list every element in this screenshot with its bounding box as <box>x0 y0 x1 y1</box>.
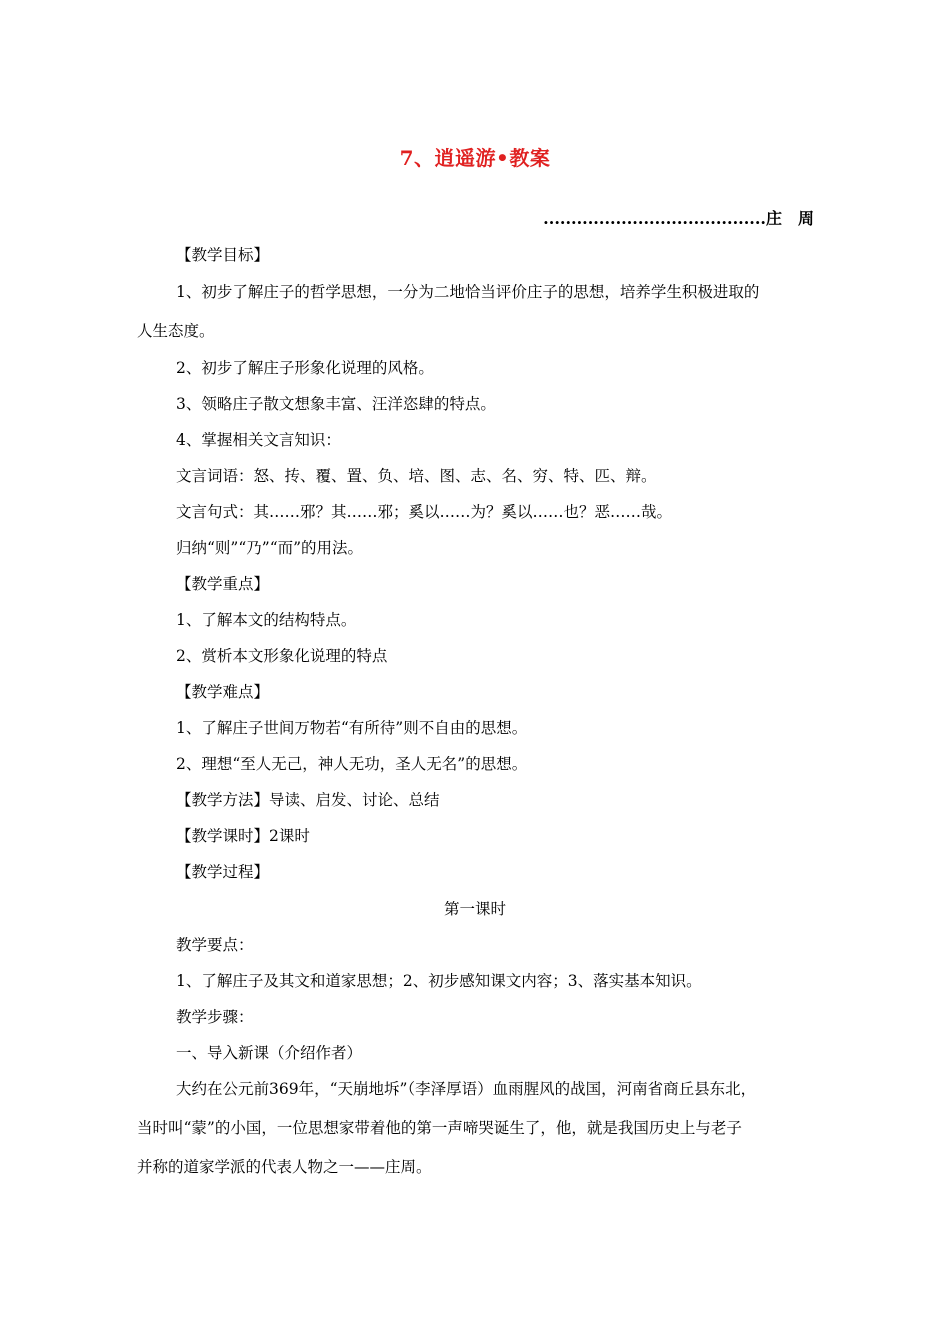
section-heading-key-points: 【教学重点】 <box>176 575 270 593</box>
section-heading-difficulties: 【教学难点】 <box>176 683 270 701</box>
document-title: 7、逍遥游•教案 <box>399 146 551 170</box>
objective-1-text: 1、初步了解庄子的哲学思想，一分为二地恰当评价庄子的思想，培养学生积极进取的 <box>176 283 760 301</box>
teaching-points-label: 教学要点： <box>176 936 254 954</box>
teaching-points-text: 1、了解庄子及其文和道家思想；2、初步感知课文内容；3、落实基本知识。 <box>176 972 702 990</box>
classical-words-text: 文言词语：怒、抟、覆、置、负、培、图、志、名、穷、特、匹、辩。 <box>176 467 657 485</box>
section-heading-objectives: 【教学目标】 <box>176 246 270 264</box>
intro-paragraph-line-1: 大约在公元前369年，“天崩地坼”（李泽厚语）血雨腥风的战国，河南省商丘县东北， <box>176 1080 757 1098</box>
step-one-heading: 一、导入新课（介绍作者） <box>176 1044 363 1062</box>
intro-paragraph-line-2: 当时叫“蒙”的小国，一位思想家带着他的第一声啼哭诞生了，他，就是我国历史上与老子 <box>137 1119 742 1137</box>
section-heading-process: 【教学过程】 <box>176 863 270 881</box>
objective-3-text: 3、领略庄子散文想象丰富、汪洋恣肆的特点。 <box>176 395 496 413</box>
usage-summary-text: 归纳“则”“乃”“而”的用法。 <box>176 539 364 557</box>
key-point-2-text: 2、赏析本文形象化说理的特点 <box>176 647 388 665</box>
classical-sentences-text: 文言句式：其……邪？其……邪；奚以……为？奚以……也？恶……哉。 <box>176 503 673 521</box>
intro-paragraph-line-3: 并称的道家学派的代表人物之一——庄周。 <box>137 1158 432 1176</box>
key-point-1-text: 1、了解本文的结构特点。 <box>176 611 357 629</box>
author-line: ........................................庄 周 <box>543 209 814 228</box>
lesson-one-heading: 第一课时 <box>443 900 506 918</box>
teaching-steps-label: 教学步骤： <box>176 1008 254 1026</box>
class-hours-text: 【教学课时】2课时 <box>176 827 310 845</box>
objective-1-continuation: 人生态度。 <box>137 322 215 340</box>
objective-2-text: 2、初步了解庄子形象化说理的风格。 <box>176 359 434 377</box>
teaching-method-text: 【教学方法】导读、启发、讨论、总结 <box>176 791 440 809</box>
difficulty-1-text: 1、了解庄子世间万物若“有所待”则不自由的思想。 <box>176 719 528 737</box>
objective-4-text: 4、掌握相关文言知识： <box>176 431 341 449</box>
difficulty-2-text: 2、理想“至人无己，神人无功，圣人无名”的思想。 <box>176 755 528 773</box>
